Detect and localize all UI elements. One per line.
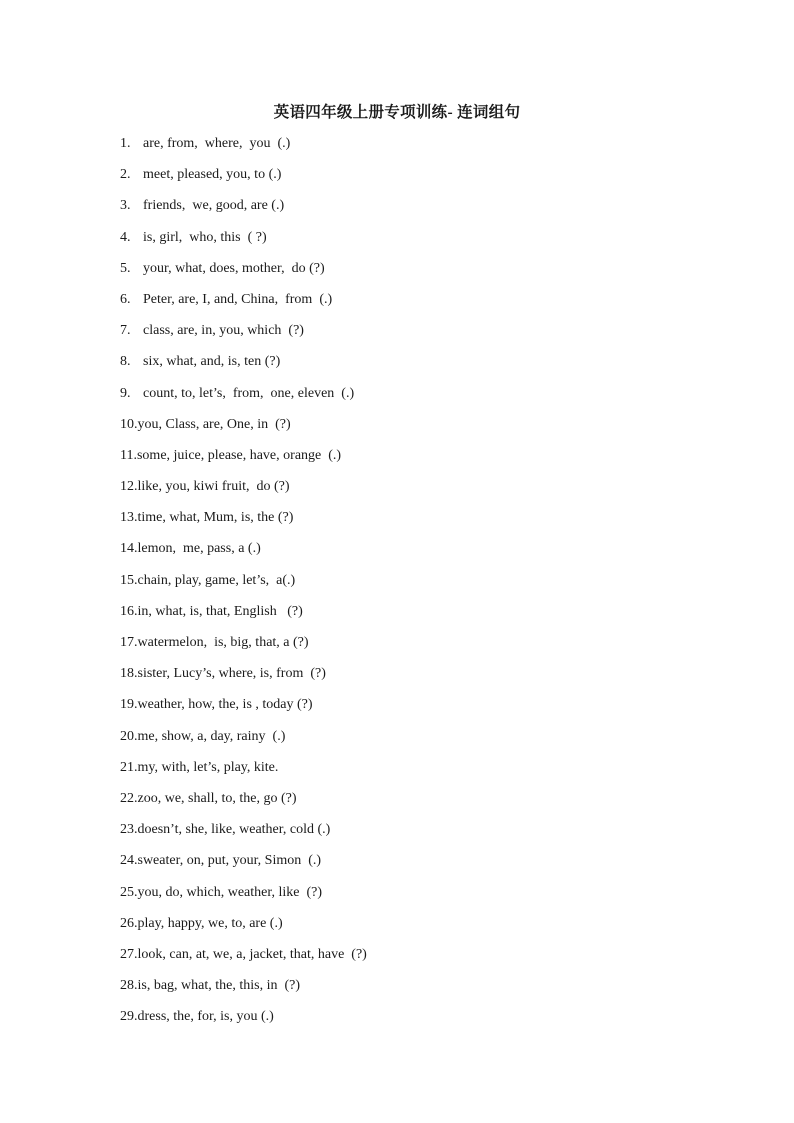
- item-number: 12.: [120, 479, 138, 495]
- exercise-item: [120, 165, 367, 196]
- item-text: count, to, let’s, from, one, eleven (.): [143, 385, 355, 401]
- item-number: 19.: [120, 697, 138, 713]
- exercise-item: [120, 883, 367, 914]
- item-text: you, Class, are, One, in (?): [137, 416, 291, 432]
- exercise-item: [120, 290, 367, 321]
- item-number: 25.: [120, 884, 138, 900]
- item-text: doesn’t, she, like, weather, cold (.): [137, 822, 331, 838]
- item-number: 10.: [120, 416, 138, 432]
- item-number: 6.: [120, 291, 131, 307]
- exercise-item: [120, 976, 367, 1007]
- item-number: 2.: [120, 167, 131, 183]
- exercise-item: [120, 914, 367, 945]
- exercise-item: [120, 758, 367, 789]
- exercise-item: [120, 851, 367, 882]
- item-text: weather, how, the, is , today (?): [137, 697, 313, 713]
- item-number: 26.: [120, 915, 138, 931]
- item-text: class, are, in, you, which (?): [143, 323, 304, 339]
- item-number: 13.: [120, 510, 138, 526]
- exercise-item: [120, 134, 367, 165]
- item-text: your, what, does, mother, do (?): [143, 260, 325, 276]
- item-number: 22.: [120, 790, 138, 806]
- item-text: sweater, on, put, your, Simon (.): [137, 853, 322, 869]
- item-number: 20.: [120, 728, 138, 744]
- exercise-item: [120, 477, 367, 508]
- exercise-item: [120, 789, 367, 820]
- item-text: watermelon, is, big, that, a (?): [137, 635, 309, 650]
- exercise-item: [120, 633, 367, 664]
- exercise-item: [120, 196, 367, 227]
- item-text: meet, pleased, you, to (.): [143, 167, 282, 183]
- exercise-item: [120, 602, 367, 633]
- item-number: 1.: [120, 136, 131, 151]
- item-text: like, you, kiwi fruit, do (?): [137, 479, 290, 495]
- exercise-item: [120, 415, 367, 446]
- item-number: 24.: [120, 853, 138, 869]
- item-number: 29.: [120, 1009, 138, 1025]
- item-text: my, with, let’s, play, kite.: [137, 759, 279, 775]
- item-text: lemon, me, pass, a (.): [137, 541, 261, 557]
- exercise-item: [120, 384, 367, 415]
- exercise-item: [120, 508, 367, 539]
- exercise-item: [120, 727, 367, 758]
- item-text: zoo, we, shall, to, the, go (?): [137, 790, 297, 806]
- item-number: 28.: [120, 978, 138, 994]
- item-text: friends, we, good, are (.): [143, 198, 285, 214]
- item-number: 17.: [120, 635, 138, 650]
- item-number: 16.: [120, 603, 138, 619]
- exercise-item: [120, 1007, 367, 1038]
- item-text: is, bag, what, the, this, in (?): [137, 978, 301, 994]
- item-text: are, from, where, you (.): [143, 136, 291, 151]
- item-text: play, happy, we, to, are (.): [137, 915, 283, 931]
- item-number: 7.: [120, 323, 131, 339]
- item-text: look, can, at, we, a, jacket, that, have (?): [137, 946, 367, 962]
- item-text: is, girl, who, this ( ?): [143, 229, 267, 245]
- item-number: 11.: [120, 447, 137, 463]
- item-number: 9.: [120, 385, 131, 401]
- exercise-item: [120, 259, 367, 290]
- exercise-item: [120, 664, 367, 695]
- exercise-item: [120, 352, 367, 383]
- item-text: six, what, and, is, ten (?): [143, 354, 281, 370]
- exercise-item: [120, 539, 367, 570]
- exercise-item: [120, 945, 367, 976]
- exercise-item: [120, 571, 367, 602]
- item-number: 15.: [120, 572, 138, 588]
- item-number: 3.: [120, 198, 131, 214]
- item-text: time, what, Mum, is, the (?): [137, 510, 294, 526]
- item-number: 14.: [120, 541, 138, 557]
- item-number: 27.: [120, 946, 138, 962]
- item-number: 18.: [120, 666, 138, 682]
- item-text: sister, Lucy’s, where, is, from (?): [137, 666, 326, 682]
- item-number: 23.: [120, 822, 138, 838]
- item-number: 8.: [120, 354, 131, 370]
- item-text: Peter, are, I, and, China, from (.): [143, 291, 333, 307]
- exercise-item: [120, 695, 367, 726]
- item-number: 21.: [120, 759, 138, 775]
- item-text: chain, play, game, let’s, a(.): [137, 572, 296, 588]
- exercise-item: [120, 321, 367, 352]
- exercise-list: [120, 134, 367, 1038]
- exercise-item: [120, 446, 367, 477]
- item-text: some, juice, please, have, orange (.): [136, 447, 342, 463]
- item-number: 5.: [120, 260, 131, 276]
- item-text: dress, the, for, is, you (.): [137, 1009, 274, 1025]
- item-text: me, show, a, day, rainy (.): [137, 728, 286, 744]
- item-text: in, what, is, that, English (?): [137, 603, 303, 619]
- item-text: you, do, which, weather, like (?): [137, 884, 322, 900]
- exercise-item: [120, 820, 367, 851]
- page-title: 英语四年级上册专项训练- 连词组句: [273, 104, 521, 121]
- exercise-item: [120, 228, 367, 259]
- item-number: 4.: [120, 229, 131, 245]
